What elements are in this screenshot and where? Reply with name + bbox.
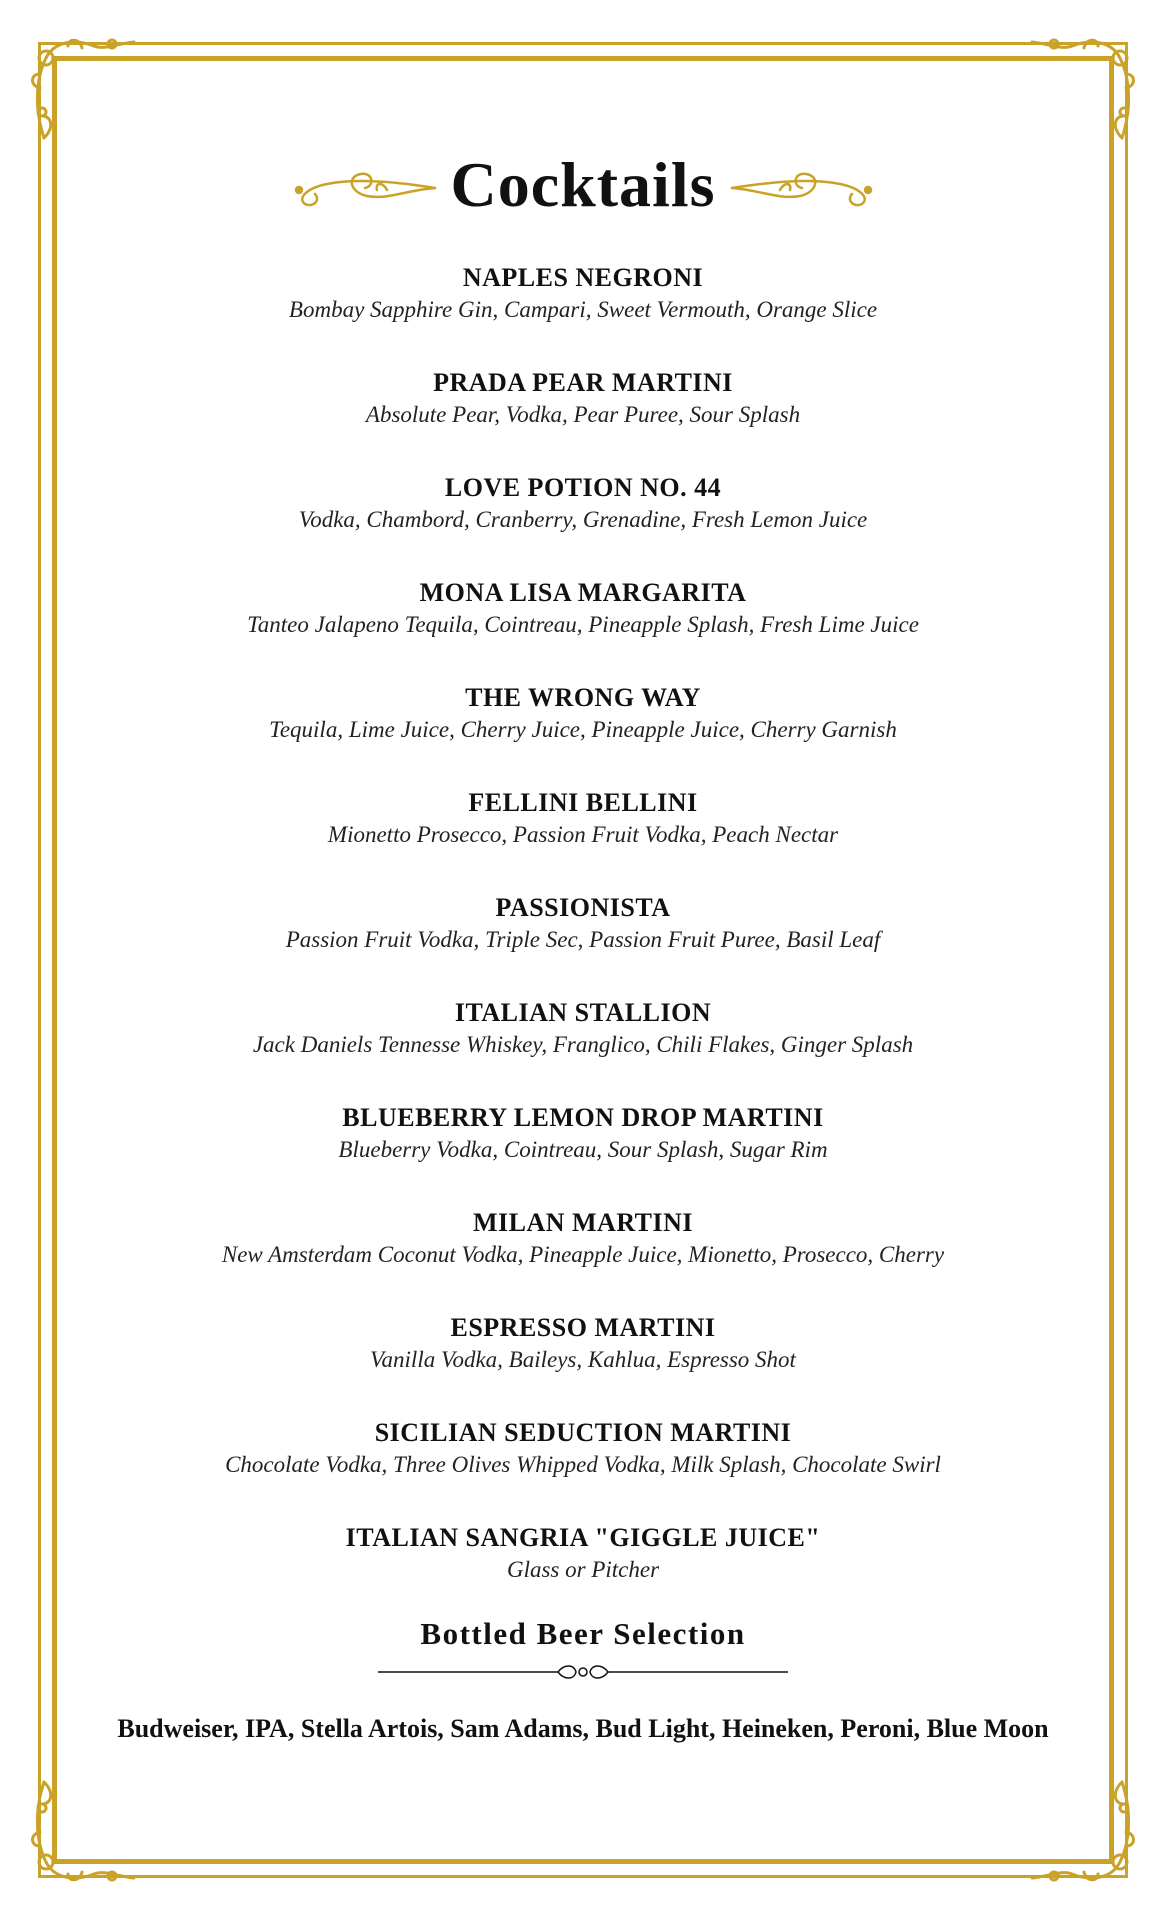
cocktail-name: MILAN MARTINI [472,1208,694,1237]
cocktail-ingredients: Bombay Sapphire Gin, Campari, Sweet Vermouth, Orange Slice [288,297,878,322]
corner-ornament-icon [24,1772,144,1892]
flourish-right-icon [730,160,880,210]
list-item [100,997,1066,1102]
cocktail-ingredients: Chocolate Vodka, Three Olives Whipped Vodka, Milk Splash, Chocolate Swirl [225,1452,941,1477]
list-item [100,472,1066,577]
title-row [0,140,1166,230]
flourish-left-icon [287,160,437,210]
cocktail-ingredients: Mionetto Prosecco, Passion Fruit Vodka, Peach Nectar [327,822,839,847]
list-item [100,1207,1066,1312]
list-item [100,1312,1066,1417]
cocktail-name: ITALIAN STALLION [454,998,712,1027]
list-item [100,787,1066,892]
beer-list: Budweiser, IPA, Stella Artois, Sam Adams, Bud Light, Heineken, Peroni, Blue Moon [117,1714,1049,1743]
cocktail-ingredients: Tequila, Lime Juice, Cherry Juice, Pineapple Juice, Cherry Garnish [269,717,897,742]
list-item [100,577,1066,682]
corner-ornament-icon [24,28,144,148]
corner-ornament-icon [1022,1772,1142,1892]
page-title: Cocktails [450,149,716,220]
cocktail-ingredients: Tanteo Jalapeno Tequila, Cointreau, Pineapple Splash, Fresh Lime Juice [247,612,919,637]
cocktail-ingredients: Blueberry Vodka, Cointreau, Sour Splash, Sugar Rim [338,1137,828,1162]
cocktail-ingredients: Passion Fruit Vodka, Triple Sec, Passion Fruit Puree, Basil Leaf [285,927,881,952]
cocktail-name: FELLINI BELLINI [468,788,698,817]
cocktail-list [100,262,1066,1627]
cocktail-name: SICILIAN SEDUCTION MARTINI [374,1418,792,1447]
list-item [100,1417,1066,1522]
corner-ornament-icon [1022,28,1142,148]
divider-ornament-icon [378,1660,788,1684]
cocktail-name: PRADA PEAR MARTINI [433,368,733,397]
cocktail-ingredients: Jack Daniels Tennesse Whiskey, Franglico, Chili Flakes, Ginger Splash [252,1032,914,1057]
cocktail-name: ITALIAN SANGRIA "GIGGLE JUICE" [345,1523,821,1552]
list-item [100,1522,1066,1627]
list-item [100,1102,1066,1207]
list-item [100,682,1066,787]
list-item [100,892,1066,997]
list-item [100,367,1066,472]
cocktail-name: LOVE POTION NO. 44 [444,473,722,502]
cocktail-name: THE WRONG WAY [465,683,701,712]
beer-heading: Bottled Beer Selection [420,1616,746,1651]
cocktail-ingredients: New Amsterdam Coconut Vodka, Pineapple Juice, Mionetto, Prosecco, Cherry [221,1242,945,1267]
cocktail-ingredients: Absolute Pear, Vodka, Pear Puree, Sour Splash [365,402,801,427]
cocktail-name: BLUEBERRY LEMON DROP MARTINI [342,1103,824,1132]
cocktail-name: MONA LISA MARGARITA [419,578,747,607]
cocktail-name: PASSIONISTA [495,893,671,922]
cocktail-name: ESPRESSO MARTINI [450,1313,716,1342]
list-item [100,262,1066,367]
cocktail-ingredients: Glass or Pitcher [506,1557,660,1582]
cocktail-ingredients: Vodka, Chambord, Cranberry, Grenadine, Fresh Lemon Juice [298,507,868,532]
cocktail-name: NAPLES NEGRONI [462,263,704,292]
cocktail-ingredients: Vanilla Vodka, Baileys, Kahlua, Espresso Shot [370,1347,796,1372]
